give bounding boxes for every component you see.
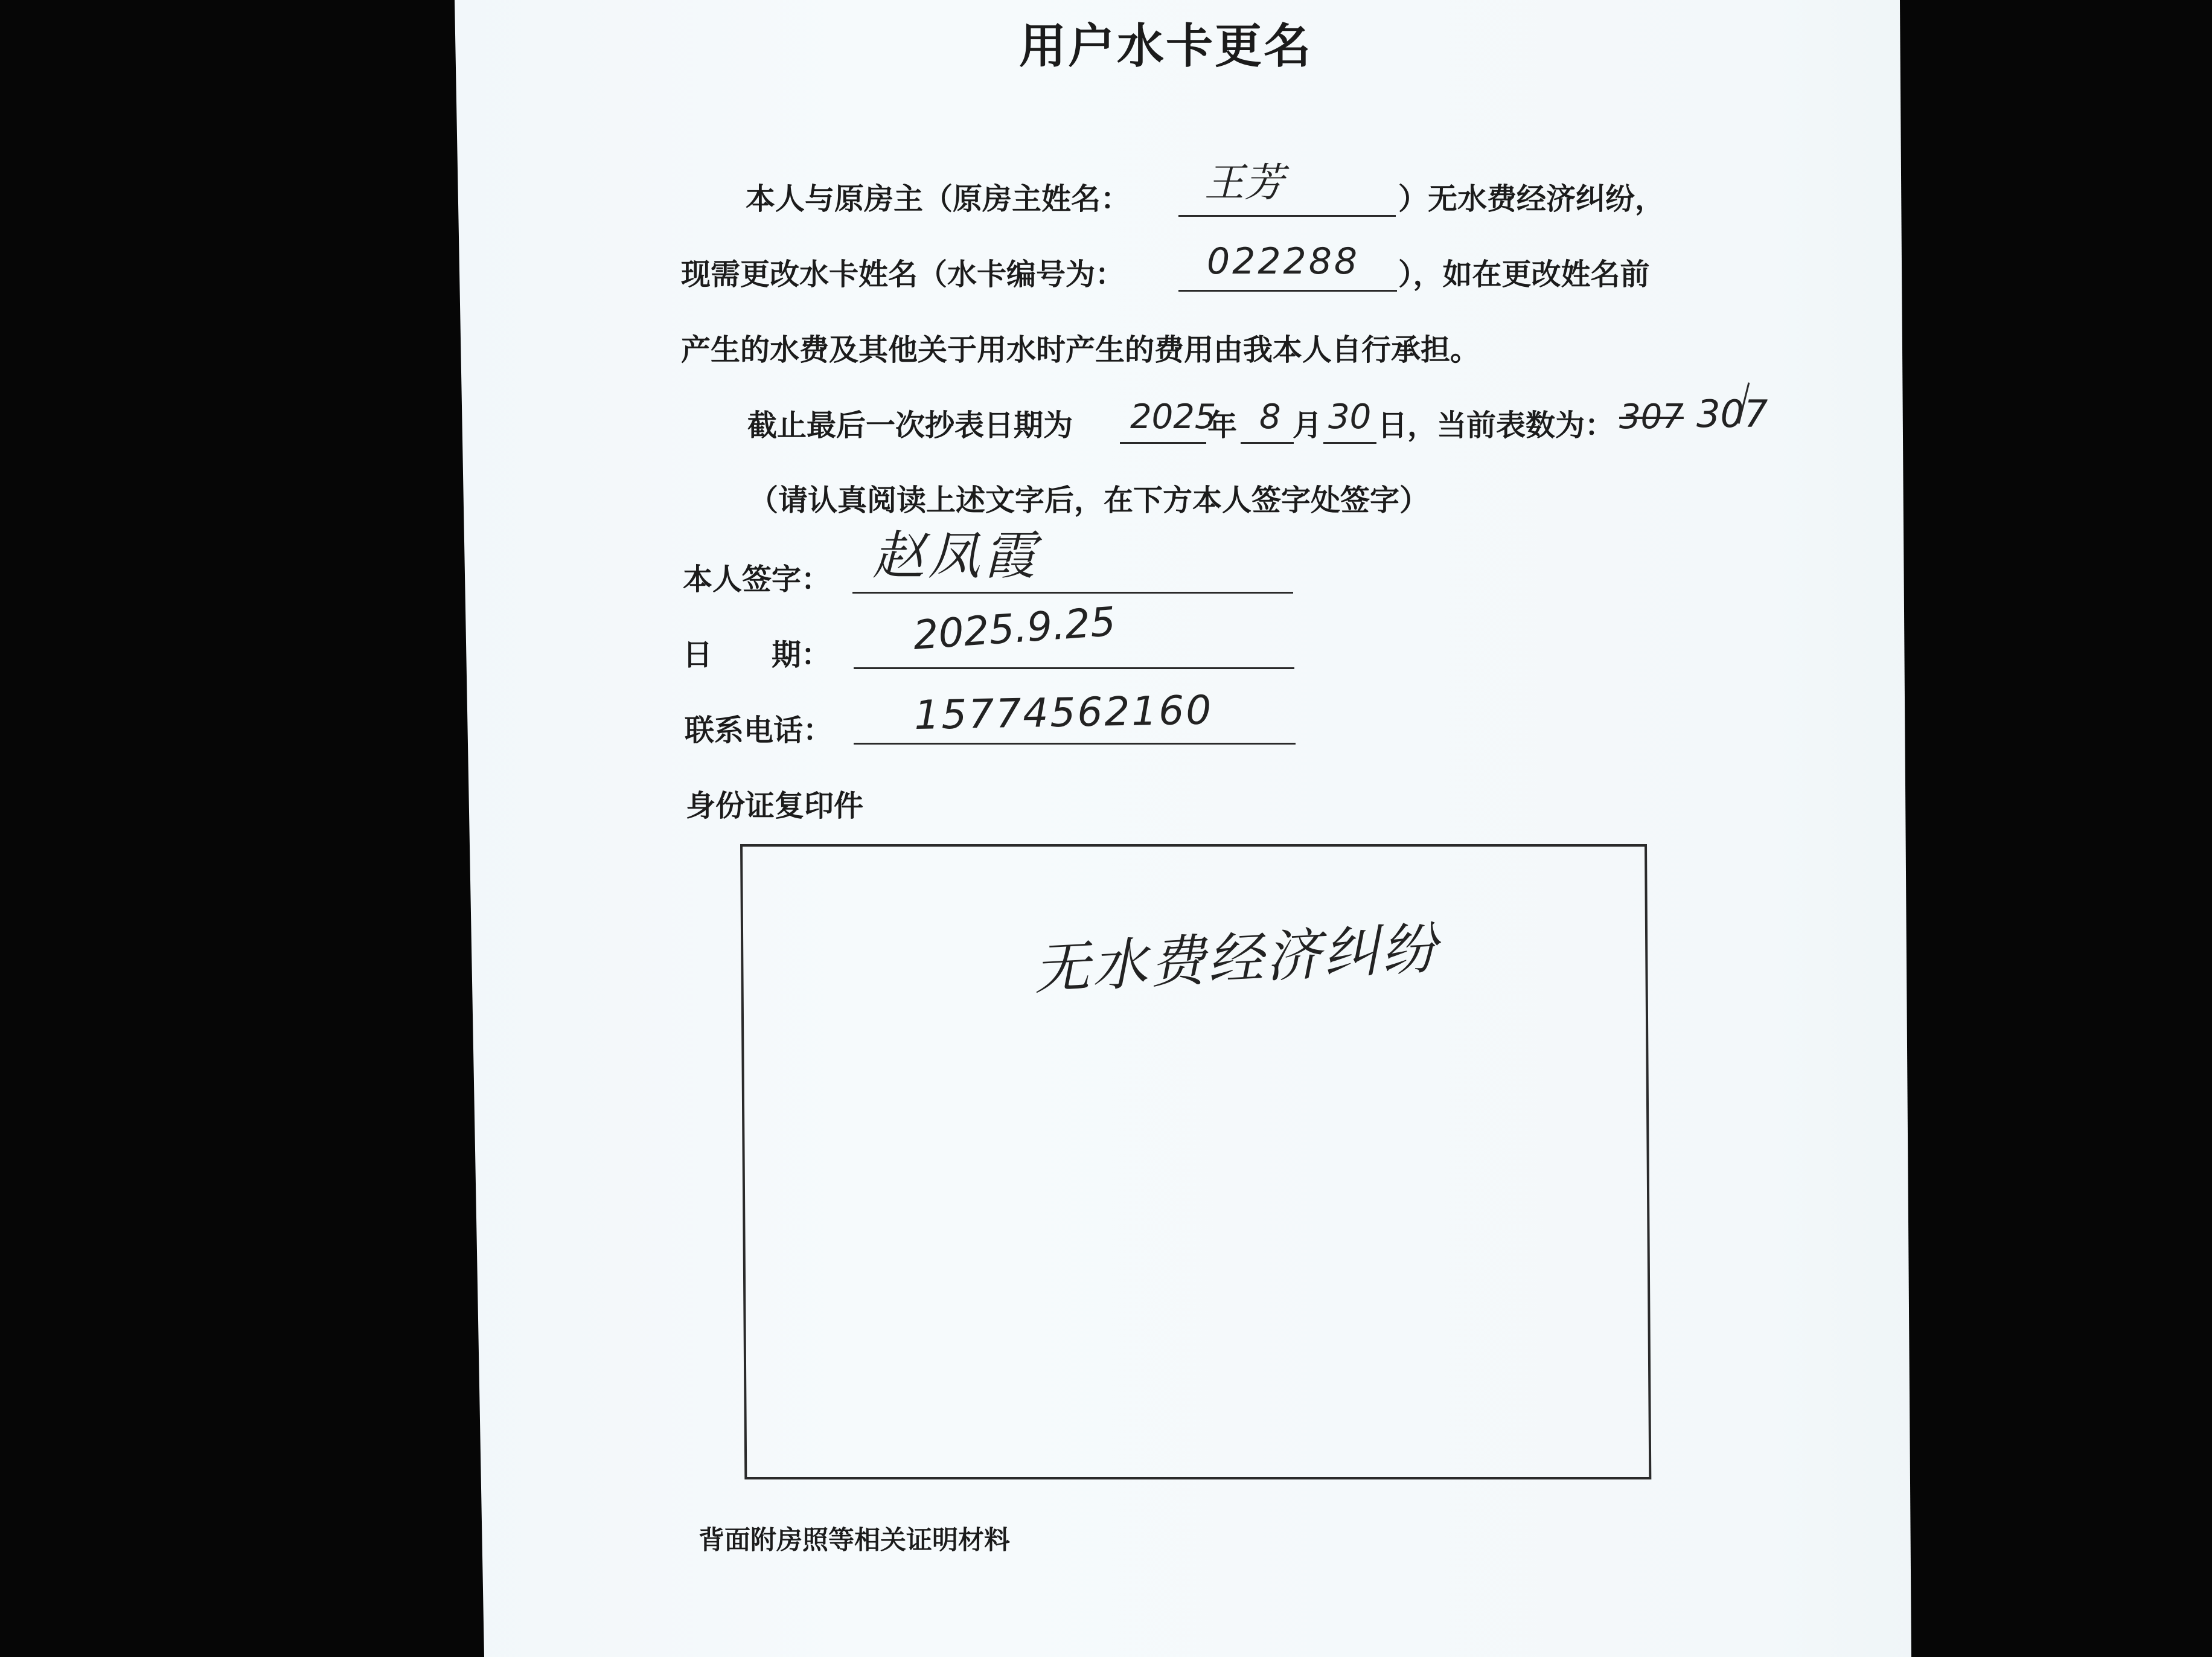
year-unit: 年 [1207,408,1238,443]
para1-lead: 本人与原房主（原房主姓名： [746,182,1131,216]
month-underline [1241,442,1294,444]
para3-text: 产生的水费及其他关于用水时产生的费用由我本人自行承担。 [681,333,1480,367]
reading-day: 30 [1328,397,1372,437]
struck-meter-reading: 307 [1619,397,1684,437]
id-box-handwritten-note: 无水费经济纠纷 [1032,915,1441,1002]
meter-reading: 307 [1696,392,1768,436]
para2-tail: ），如在更改姓名前 [1398,257,1650,292]
reading-month: 8 [1259,397,1281,437]
para4-lead: 截止最后一次抄表日期为 [747,408,1073,443]
phone-underline [854,743,1296,745]
phone-value: 15774562160 [913,687,1213,739]
reading-year: 2025 [1130,397,1216,437]
date-value: 2025.9.25 [911,598,1117,659]
para2-lead: 现需更改水卡姓名（水卡编号为： [681,257,1125,292]
para1-tail: ）无水费经济纠纷， [1398,182,1665,216]
card-number: 022288 [1207,240,1360,283]
signature-label: 本人签字： [683,562,831,597]
signature-value: 赵凤霞 [872,526,1039,586]
signing-instruction: （请认真阅读上述文字后，在下方本人签字处签字） [749,483,1430,518]
day-unit: 日，当前表数为： [1378,408,1615,443]
original-owner-underline [1178,215,1396,217]
year-underline [1120,442,1206,444]
phone-label: 联系电话： [685,713,833,748]
document-title: 用户水卡更名 [1019,19,1313,74]
day-underline [1323,442,1376,444]
footer-note: 背面附房照等相关证明材料 [698,1525,1010,1556]
month-unit: 月 [1293,408,1323,443]
date-underline [854,667,1294,669]
signature-underline [852,592,1293,594]
card-number-underline [1178,290,1397,292]
id-copy-label: 身份证复印件 [686,789,864,823]
date-label: 日 期： [683,638,831,672]
original-owner-name: 王芳 [1204,159,1284,206]
